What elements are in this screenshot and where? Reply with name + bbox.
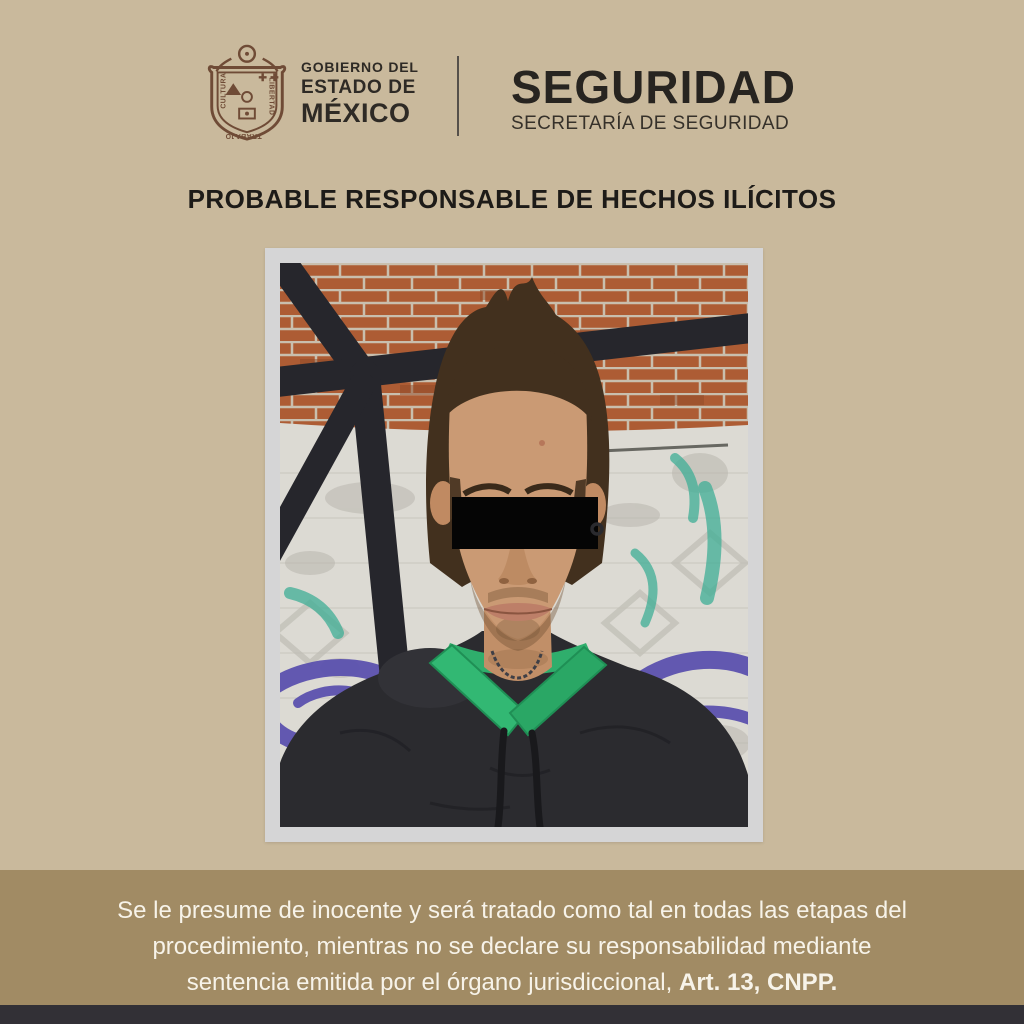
legal-line-3: sentencia emitida por el órgano jurisdiccional, Art. 13, CNPP. — [186, 969, 838, 996]
headline: PROBABLE RESPONSABLE DE HECHOS ILÍCITOS — [187, 184, 837, 214]
photo-frame — [265, 248, 763, 842]
government-line3: MÉXICO — [301, 98, 411, 128]
secretariat-subtitle: SECRETARÍA DE SEGURIDAD — [511, 113, 790, 134]
coat-of-arms-icon — [203, 44, 291, 142]
censor-bar — [452, 497, 598, 549]
government-line1: GOBIERNO DEL — [301, 59, 419, 75]
suspect-photo — [280, 263, 748, 827]
logo-motto-bottom: TRABAJO — [225, 132, 262, 140]
government-wordmark — [301, 58, 419, 128]
logo-motto-left: CULTURA — [220, 72, 228, 109]
government-line2: ESTADO DE — [301, 77, 416, 98]
footer-strip — [0, 1005, 1024, 1024]
legal-citation: Art. 13, CNPP. — [678, 969, 838, 996]
legal-banner — [0, 870, 1024, 1005]
legal-banner-text — [0, 870, 1024, 1001]
secretariat-wordmark — [511, 62, 796, 136]
secretariat-title: SEGURIDAD — [511, 61, 797, 113]
header-divider — [457, 56, 459, 136]
logo-motto-right: LIBERTAD — [267, 77, 275, 116]
legal-line-2: procedimiento, mientras no se declare su responsabilidad mediante — [152, 933, 872, 960]
legal-line-1: Se le presume de inocente y será tratado como tal en todas las etapas del — [117, 897, 907, 924]
